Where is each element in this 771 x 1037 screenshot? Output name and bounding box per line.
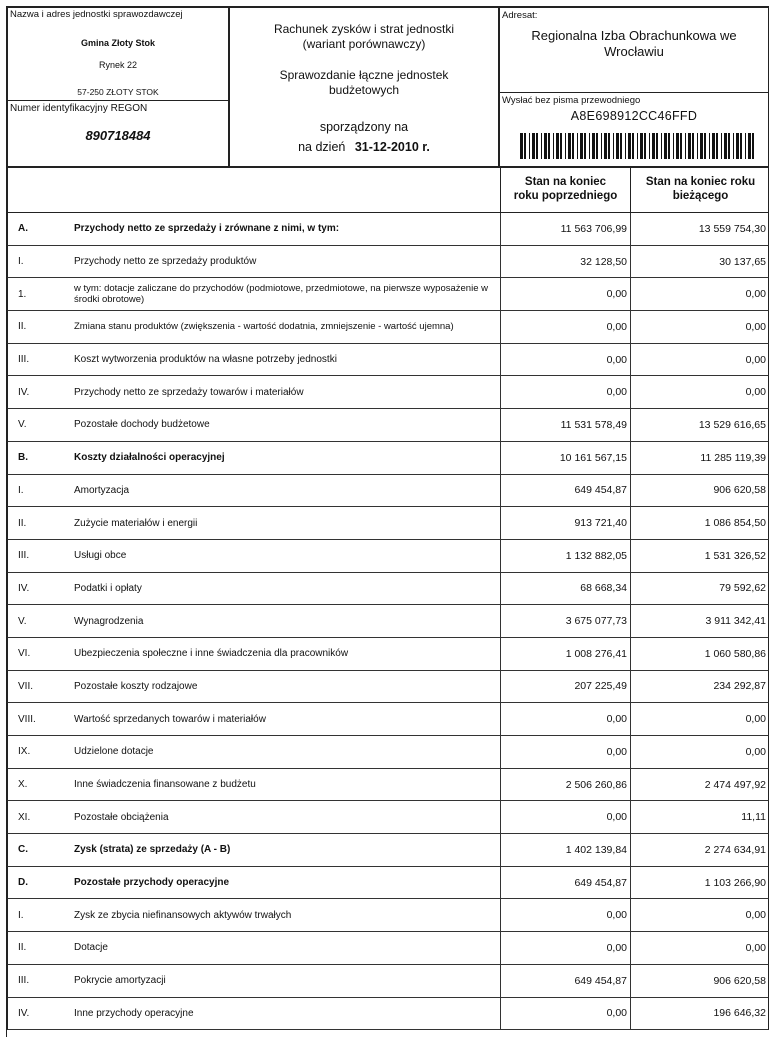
table-row bbox=[7, 605, 769, 638]
row-value-current-year: 0,00 bbox=[630, 376, 770, 408]
row-code: VII. bbox=[18, 680, 34, 692]
row-code: IX. bbox=[18, 746, 31, 758]
row-code: II. bbox=[18, 321, 27, 333]
row-code: II. bbox=[18, 517, 27, 529]
row-value-current-year: 13 529 616,65 bbox=[630, 409, 770, 441]
row-value-current-year: 0,00 bbox=[630, 899, 770, 931]
barcode-bar bbox=[700, 133, 703, 159]
barcode-bar bbox=[580, 133, 583, 159]
income-statement-table bbox=[7, 213, 769, 1030]
barcode-image bbox=[520, 133, 756, 159]
row-value-current-year: 3 911 342,41 bbox=[630, 605, 770, 637]
row-code: VIII. bbox=[18, 713, 36, 725]
reporting-unit-box bbox=[7, 7, 229, 167]
row-value-previous-year: 913 721,40 bbox=[500, 507, 630, 539]
table-row bbox=[7, 703, 769, 736]
barcode-bar bbox=[752, 133, 754, 159]
addressee-box bbox=[499, 7, 769, 167]
addressee-line2: Wrocławiu bbox=[604, 44, 664, 59]
addressee-line1: Regionalna Izba Obrachunkowa we bbox=[531, 28, 737, 43]
column-header-current-line1: Stan na koniec roku bbox=[645, 176, 756, 188]
barcode-bar bbox=[688, 133, 691, 159]
row-value-previous-year: 0,00 bbox=[500, 703, 630, 735]
row-description: Amortyzacja bbox=[74, 484, 130, 496]
row-code: A. bbox=[18, 223, 28, 235]
table-row bbox=[7, 769, 769, 802]
row-description: Wynagrodzenia bbox=[74, 615, 144, 627]
barcode-bar bbox=[664, 133, 667, 159]
report-subtitle bbox=[230, 68, 498, 98]
row-value-current-year: 13 559 754,30 bbox=[630, 213, 770, 245]
addressee-section bbox=[500, 8, 768, 93]
row-value-current-year: 11 285 119,39 bbox=[630, 442, 770, 474]
unit-street: Rynek 22 bbox=[98, 60, 138, 70]
barcode-bar bbox=[536, 133, 538, 159]
row-value-current-year: 906 620,58 bbox=[630, 475, 770, 507]
unit-label: Nazwa i adres jednostki sprawozdawczej bbox=[10, 9, 183, 20]
row-description: Przychody netto ze sprzedaży produktów bbox=[74, 256, 257, 268]
row-value-previous-year: 0,00 bbox=[500, 311, 630, 343]
barcode-bar bbox=[565, 133, 566, 159]
row-value-current-year: 0,00 bbox=[630, 311, 770, 343]
row-value-previous-year: 1 132 882,05 bbox=[500, 540, 630, 572]
document-code: A8E698912CC46FFD bbox=[570, 109, 698, 123]
row-description: Pozostałe dochody budżetowe bbox=[74, 419, 210, 431]
report-date bbox=[230, 140, 498, 154]
table-row bbox=[7, 736, 769, 769]
barcode-bar bbox=[652, 133, 655, 159]
row-description: Pozostałe przychody operacyjne bbox=[74, 877, 230, 889]
row-code: D. bbox=[18, 877, 28, 889]
row-value-current-year: 0,00 bbox=[630, 344, 770, 376]
row-description: Udzielone dotacje bbox=[74, 746, 154, 758]
row-description: Koszt wytworzenia produktów na własne potrzeby jednostki bbox=[74, 354, 337, 366]
barcode-bar bbox=[544, 133, 547, 159]
table-row bbox=[7, 246, 769, 279]
barcode-bar bbox=[697, 133, 698, 159]
row-description: Koszty działalności operacyjnej bbox=[74, 452, 225, 464]
row-code: X. bbox=[18, 779, 28, 791]
row-value-previous-year: 207 225,49 bbox=[500, 671, 630, 703]
row-code: V. bbox=[18, 615, 27, 627]
column-header-previous-year bbox=[500, 168, 630, 212]
column-header-previous-line2: roku poprzedniego bbox=[513, 190, 618, 202]
row-description: Przychody netto ze sprzedaży i zrównane z nimi, w tym: bbox=[74, 223, 340, 235]
addressee-name bbox=[500, 28, 768, 60]
row-value-previous-year: 649 454,87 bbox=[500, 475, 630, 507]
barcode-bar bbox=[541, 133, 542, 159]
row-value-current-year: 1 086 854,50 bbox=[630, 507, 770, 539]
barcode-bar bbox=[529, 133, 530, 159]
table-row bbox=[7, 867, 769, 900]
unit-address-section bbox=[8, 8, 228, 101]
barcode-bar bbox=[616, 133, 619, 159]
row-value-current-year: 79 592,62 bbox=[630, 573, 770, 605]
row-code: V. bbox=[18, 419, 27, 431]
row-value-previous-year: 0,00 bbox=[500, 998, 630, 1030]
barcode-bar bbox=[592, 133, 595, 159]
row-code: VI. bbox=[18, 648, 31, 660]
table-row bbox=[7, 311, 769, 344]
row-value-current-year: 196 646,32 bbox=[630, 998, 770, 1030]
report-title-line2: (wariant porównawczy) bbox=[302, 37, 426, 51]
row-code: C. bbox=[18, 844, 28, 856]
row-value-previous-year: 11 531 578,49 bbox=[500, 409, 630, 441]
barcode-bar bbox=[584, 133, 586, 159]
row-value-current-year: 0,00 bbox=[630, 932, 770, 964]
date-label: na dzień bbox=[298, 140, 346, 154]
barcode-bar bbox=[556, 133, 559, 159]
row-code: I. bbox=[18, 909, 24, 921]
row-value-previous-year: 0,00 bbox=[500, 278, 630, 310]
barcode-bar bbox=[577, 133, 578, 159]
barcode-bar bbox=[676, 133, 679, 159]
row-value-previous-year: 0,00 bbox=[500, 736, 630, 768]
table-row bbox=[7, 213, 769, 246]
row-value-previous-year: 0,00 bbox=[500, 801, 630, 833]
table-row bbox=[7, 899, 769, 932]
row-value-previous-year: 3 675 077,73 bbox=[500, 605, 630, 637]
barcode-bar bbox=[532, 133, 535, 159]
row-code: I. bbox=[18, 484, 24, 496]
row-description: Zmiana stanu produktów (zwiększenia - wartość dodatnia, zmniejszenie - wartość ujemna) bbox=[74, 321, 454, 333]
row-value-previous-year: 1 402 139,84 bbox=[500, 834, 630, 866]
barcode-bar bbox=[709, 133, 710, 159]
barcode-bar bbox=[728, 133, 730, 159]
row-value-previous-year: 1 008 276,41 bbox=[500, 638, 630, 670]
barcode-bar bbox=[596, 133, 598, 159]
row-description: Pozostałe obciążenia bbox=[74, 811, 169, 823]
row-value-previous-year: 11 563 706,99 bbox=[500, 213, 630, 245]
barcode-bar bbox=[716, 133, 718, 159]
barcode-bar bbox=[520, 133, 523, 159]
barcode-bar bbox=[692, 133, 694, 159]
row-description: Zużycie materiałów i energii bbox=[74, 517, 198, 529]
barcode-bar bbox=[604, 133, 607, 159]
row-value-previous-year: 0,00 bbox=[500, 344, 630, 376]
barcode-bar bbox=[748, 133, 751, 159]
table-row bbox=[7, 475, 769, 508]
row-description: Ubezpieczenia społeczne i inne świadczenia dla pracowników bbox=[74, 648, 349, 660]
row-value-previous-year: 0,00 bbox=[500, 932, 630, 964]
barcode-bar bbox=[589, 133, 590, 159]
table-row bbox=[7, 801, 769, 834]
row-description: Inne przychody operacyjne bbox=[74, 1007, 194, 1019]
barcode-bar bbox=[736, 133, 739, 159]
row-code: II. bbox=[18, 942, 27, 954]
row-value-current-year: 1 103 266,90 bbox=[630, 867, 770, 899]
barcode-bar bbox=[572, 133, 574, 159]
report-title-box bbox=[229, 7, 499, 167]
row-description: w tym: dotacje zaliczane do przychodów (podmiotowe, przedmiotowe, na pierwsze wyposażenie w środki obrotowe) bbox=[74, 283, 488, 306]
unit-name: Gmina Złoty Stok bbox=[80, 38, 155, 48]
row-value-previous-year: 649 454,87 bbox=[500, 965, 630, 997]
table-row bbox=[7, 573, 769, 606]
table-row bbox=[7, 965, 769, 998]
row-description: Zysk (strata) ze sprzedaży (A - B) bbox=[74, 844, 231, 856]
row-value-previous-year: 2 506 260,86 bbox=[500, 769, 630, 801]
row-description: Zysk ze zbycia niefinansowych aktywów trwałych bbox=[74, 909, 292, 921]
table-row bbox=[7, 376, 769, 409]
barcode-bar bbox=[724, 133, 727, 159]
barcode-bar bbox=[560, 133, 562, 159]
row-code: I. bbox=[18, 256, 24, 268]
row-description: Przychody netto ze sprzedaży towarów i materiałów bbox=[74, 386, 304, 398]
row-value-previous-year: 649 454,87 bbox=[500, 867, 630, 899]
barcode-bar bbox=[680, 133, 682, 159]
unit-city: 57-250 ZŁOTY STOK bbox=[77, 87, 159, 97]
row-value-current-year: 1 531 326,52 bbox=[630, 540, 770, 572]
barcode-bar bbox=[625, 133, 626, 159]
barcode-bar bbox=[649, 133, 650, 159]
table-row bbox=[7, 834, 769, 867]
barcode-bar bbox=[632, 133, 634, 159]
row-code: IV. bbox=[18, 386, 30, 398]
table-row bbox=[7, 278, 769, 311]
row-description: Inne świadczenia finansowane z budżetu bbox=[74, 779, 256, 791]
column-header-current-line2: bieżącego bbox=[672, 190, 729, 202]
barcode-bar bbox=[668, 133, 670, 159]
report-subtitle-line1: Sprawozdanie łączne jednostek bbox=[279, 68, 449, 82]
column-header-previous-line1: Stan na koniec bbox=[524, 176, 607, 188]
table-row bbox=[7, 638, 769, 671]
row-value-previous-year: 10 161 567,15 bbox=[500, 442, 630, 474]
barcode-bar bbox=[704, 133, 706, 159]
report-title bbox=[230, 22, 498, 52]
table-row bbox=[7, 998, 769, 1031]
barcode-bar bbox=[601, 133, 602, 159]
row-value-current-year: 2 474 497,92 bbox=[630, 769, 770, 801]
row-value-current-year: 30 137,65 bbox=[630, 246, 770, 278]
row-value-previous-year: 32 128,50 bbox=[500, 246, 630, 278]
row-code: XI. bbox=[18, 811, 31, 823]
report-subtitle-line2: budżetowych bbox=[328, 83, 400, 97]
row-description: Wartość sprzedanych towarów i materiałów bbox=[74, 713, 266, 725]
table-header bbox=[7, 167, 769, 213]
column-header-current-year bbox=[630, 168, 770, 212]
barcode-bar bbox=[721, 133, 722, 159]
barcode-bar bbox=[656, 133, 658, 159]
row-description: Dotacje bbox=[74, 942, 108, 954]
barcode-bar bbox=[620, 133, 622, 159]
barcode-bar bbox=[524, 133, 526, 159]
barcode-bar bbox=[740, 133, 742, 159]
barcode-bar bbox=[685, 133, 686, 159]
row-value-current-year: 906 620,58 bbox=[630, 965, 770, 997]
document-page bbox=[6, 6, 769, 1037]
barcode-bar bbox=[673, 133, 674, 159]
barcode-bar bbox=[568, 133, 571, 159]
table-row bbox=[7, 409, 769, 442]
row-value-previous-year: 0,00 bbox=[500, 376, 630, 408]
send-label: Wysłać bez pisma przewodniego bbox=[502, 95, 641, 106]
barcode-bar bbox=[644, 133, 646, 159]
regon-section bbox=[8, 101, 228, 167]
row-code: B. bbox=[18, 452, 28, 464]
barcode-bar bbox=[548, 133, 550, 159]
table-row bbox=[7, 442, 769, 475]
barcode-bar bbox=[613, 133, 614, 159]
barcode-bar bbox=[640, 133, 643, 159]
row-code: 1. bbox=[18, 288, 27, 300]
row-value-current-year: 0,00 bbox=[630, 278, 770, 310]
barcode-bar bbox=[628, 133, 631, 159]
table-row bbox=[7, 932, 769, 965]
row-value-current-year: 11,11 bbox=[630, 801, 770, 833]
row-code: III. bbox=[18, 354, 30, 366]
row-value-current-year: 0,00 bbox=[630, 703, 770, 735]
row-code: III. bbox=[18, 550, 30, 562]
report-title-line1: Rachunek zysków i strat jednostki bbox=[273, 22, 455, 36]
row-description: Usługi obce bbox=[74, 550, 127, 562]
row-code: III. bbox=[18, 975, 30, 987]
row-value-previous-year: 0,00 bbox=[500, 899, 630, 931]
barcode-bar bbox=[637, 133, 638, 159]
table-row bbox=[7, 671, 769, 704]
table-row bbox=[7, 507, 769, 540]
table-row bbox=[7, 344, 769, 377]
row-value-previous-year: 68 668,34 bbox=[500, 573, 630, 605]
regon-label: Numer identyfikacyjny REGON bbox=[10, 103, 148, 114]
send-section bbox=[500, 93, 768, 167]
row-value-current-year: 2 274 634,91 bbox=[630, 834, 770, 866]
barcode-bar bbox=[745, 133, 746, 159]
regon-number: 890718484 bbox=[85, 128, 151, 143]
row-description: Podatki i opłaty bbox=[74, 582, 142, 594]
row-code: IV. bbox=[18, 1007, 30, 1019]
barcode-bar bbox=[661, 133, 662, 159]
prepared-label: sporządzony na bbox=[319, 120, 409, 134]
row-value-current-year: 0,00 bbox=[630, 736, 770, 768]
row-code: IV. bbox=[18, 582, 30, 594]
barcode-bar bbox=[553, 133, 554, 159]
barcode-bar bbox=[712, 133, 715, 159]
addressee-label: Adresat: bbox=[502, 10, 538, 21]
row-description: Pozostałe koszty rodzajowe bbox=[74, 680, 198, 692]
row-value-current-year: 1 060 580,86 bbox=[630, 638, 770, 670]
table-row bbox=[7, 540, 769, 573]
barcode-bar bbox=[608, 133, 610, 159]
barcode-bar bbox=[733, 133, 734, 159]
date-value: 31-12-2010 r. bbox=[354, 140, 430, 154]
row-description: Pokrycie amortyzacji bbox=[74, 975, 166, 987]
row-value-current-year: 234 292,87 bbox=[630, 671, 770, 703]
